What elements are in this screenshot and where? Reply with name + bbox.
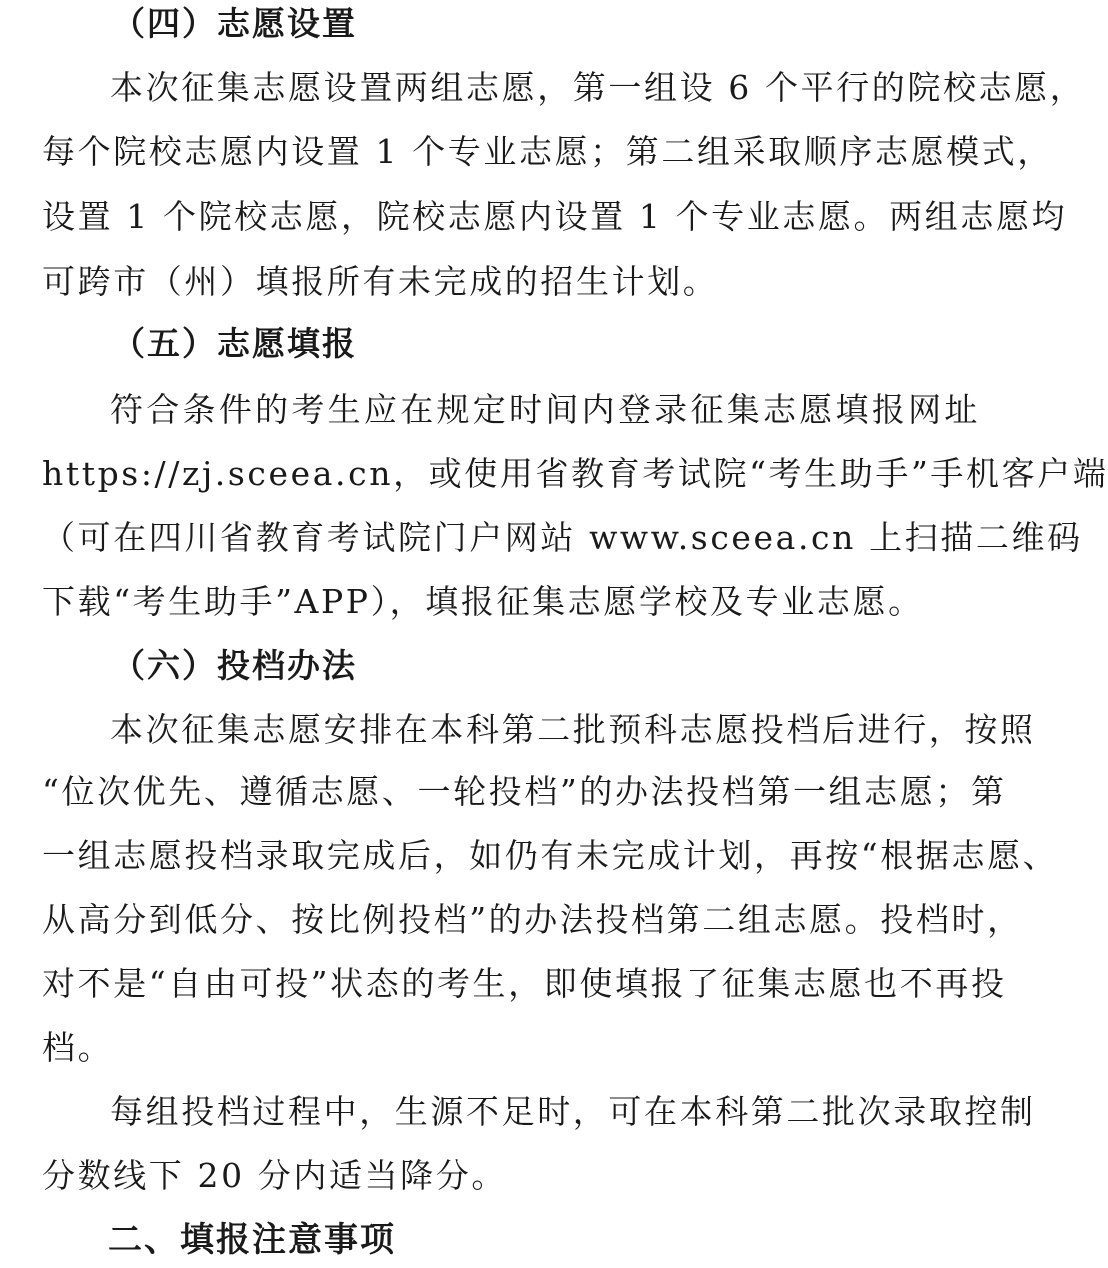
section-5-paragraph-line-2: https://zj.sceea.cn，或使用省教育考试院“考生助手”手机客户端: [42, 454, 1108, 493]
section-4-paragraph-line-2: 每个院校志愿内设置 1 个专业志愿；第二组采取顺序志愿模式，: [42, 132, 1053, 171]
section-6-paragraph1-line-5: 对不是“自由可投”状态的考生，即使填报了征集志愿也不再投: [42, 964, 1007, 1003]
section-6-paragraph1-line-1: 本次征集志愿安排在本科第二批预科志愿投档后进行，按照: [110, 710, 1036, 749]
section-4-heading: （四）志愿设置: [112, 4, 357, 43]
section-6-paragraph2-line-1: 每组投档过程中，生源不足时，可在本科第二批次录取控制: [110, 1092, 1036, 1131]
section-6-paragraph1-line-3: 一组志愿投档录取完成后，如仍有未完成计划，再按“根据志愿、: [42, 836, 1059, 875]
section-6-paragraph2-line-2: 分数线下 20 分内适当降分。: [42, 1156, 507, 1195]
part-two-heading: 二、填报注意事项: [108, 1220, 396, 1260]
section-5-paragraph-line-1: 符合条件的考生应在规定时间内登录征集志愿填报网址: [110, 390, 980, 429]
section-5-heading: （五）志愿填报: [112, 324, 357, 363]
section-6-heading: （六）投档办法: [112, 646, 357, 685]
section-4-paragraph-line-3: 设置 1 个院校志愿，院校志愿内设置 1 个专业志愿。两组志愿均: [42, 197, 1068, 236]
section-6-paragraph1-line-6: 档。: [42, 1028, 114, 1067]
section-6-paragraph1-line-4: 从高分到低分、按比例投档”的办法投档第二组志愿。投档时，: [42, 900, 1023, 939]
section-5-paragraph-line-4: 下载“考生助手”APP），填报征集志愿学校及专业志愿。: [42, 582, 924, 621]
section-4-paragraph-line-4: 可跨市（州）填报所有未完成的招生计划。: [42, 262, 719, 301]
section-5-paragraph-line-3: （可在四川省教育考试院门户网站 www.sceea.cn 上扫描二维码: [42, 518, 1083, 557]
section-4-paragraph-line-1: 本次征集志愿设置两组志愿，第一组设 6 个平行的院校志愿，: [110, 68, 1086, 107]
section-6-paragraph1-line-2: “位次优先、遵循志愿、一轮投档”的办法投档第一组志愿；第: [42, 772, 1007, 811]
